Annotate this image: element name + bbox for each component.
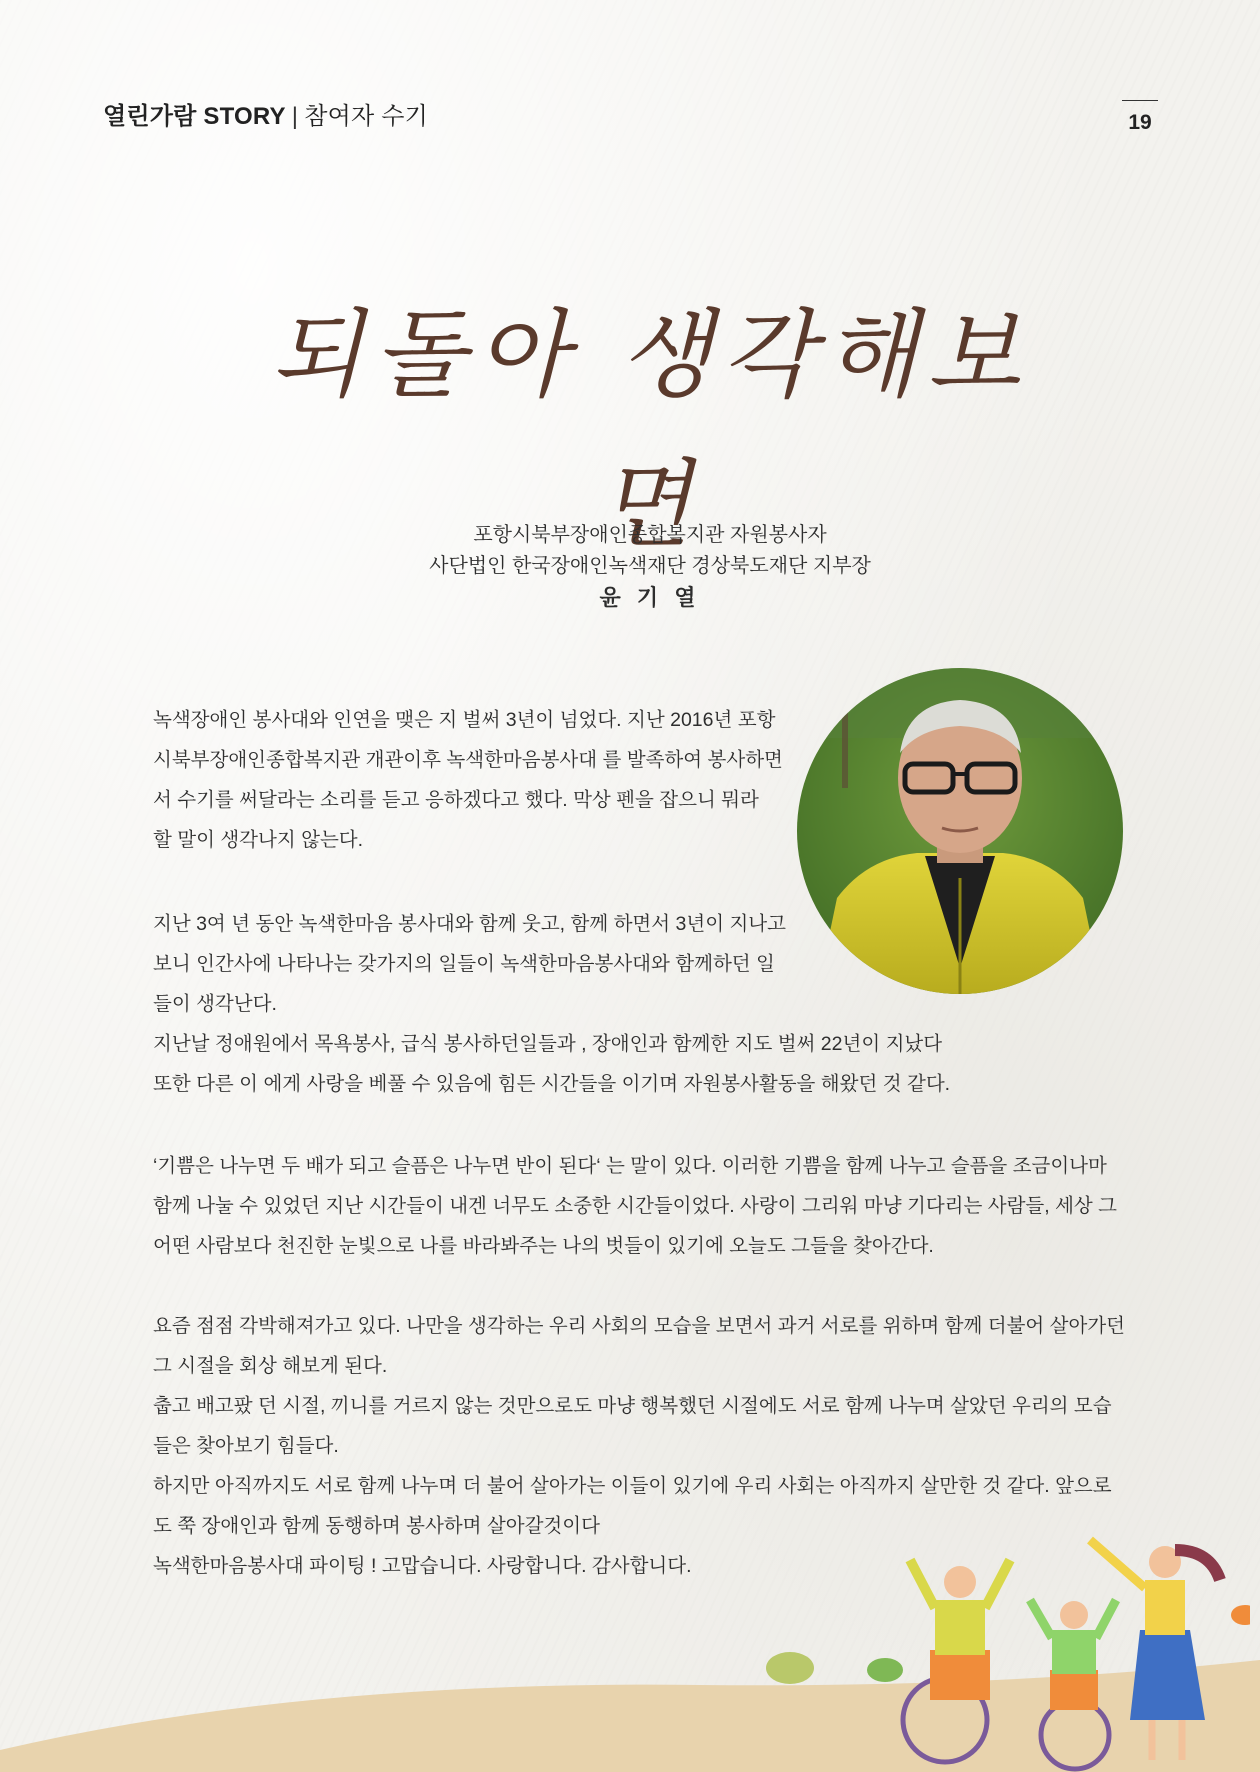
- page-header: [103, 96, 428, 131]
- body-paragraph-4c: 하지만 아직까지도 서로 함께 나누며 더 불어 살아가는 이들이 있기에 우리 사회는 아직까지 살만한 것 같다. 앞으로도 쭉 장애인과 함께 동행하며 봉사하며 살아갈것이다: [153, 1475, 1112, 1537]
- body-paragraph-3: ‘기쁨은 나누면 두 배가 되고 슬픔은 나누면 반이 된다‘ 는 말이 있다. 이러한 기쁨을 함께 나누고 슬픔을 조금이나마 함께 나눌 수 있었던 지난 시간들이 내겐 너무도 소중한 시간들이었다. 사랑이 그리워 마냥 기다리는 사람들, 세상 그 어떤 사람보다 천진한 눈빛으로 나를 바라봐주는 나의 벗들이 있기에 오늘도 그들을 찾아간다.: [153, 1155, 1118, 1257]
- page-number: 19: [1122, 100, 1158, 135]
- body-paragraph-2c: 또한 다른 이 에게 사랑을 베풀 수 있음에 힘든 시간들을 이기며 자원봉사활동을 해왔던 것 같다.: [153, 1073, 951, 1095]
- author-affiliation-1: 포항시북부장애인종합복지관 자원봉사자: [473, 524, 827, 546]
- body-paragraph-2: [153, 904, 963, 1104]
- body-paragraph-2a: 지난 3여 년 동안 녹색한마음 봉사대와 함께 웃고, 함께 하면서 3년이 지나고 보니 인간사에 나타나는 갖가지의 일들이 녹색한마음봉사대와 함께하던 일들이 생각난다.: [153, 913, 786, 1015]
- body-paragraph-2b: 지난날 정애원에서 목욕봉사, 급식 봉사하던일들과 , 장애인과 함께한 지도 벌써 22년이 지났다: [153, 1033, 943, 1055]
- body-paragraph-4a: 요즘 점점 각박해져가고 있다. 나만을 생각하는 우리 사회의 모습을 보면서 과거 서로를 위하며 함께 더불어 살아가던 그 시절을 회상 해보게 된다.: [153, 1315, 1126, 1377]
- body-paragraph-4d: 녹색한마음봉사대 파이팅 ! 고맙습니다. 사랑합니다. 감사합니다.: [153, 1555, 692, 1577]
- section-subtitle: 참여자 수기: [304, 103, 428, 130]
- section-title: 열린가람 STORY: [103, 103, 286, 130]
- body-paragraph-4b: 춥고 배고팠 던 시절, 끼니를 거르지 않는 것만으로도 마냥 행복했던 시절에도 서로 함께 나누며 살았던 우리의 모습들은 찾아보기 힘들다.: [153, 1395, 1112, 1457]
- author-affiliation-2: 사단법인 한국장애인녹색재단 경상북도재단 지부장: [429, 555, 871, 577]
- wheelchair-friends-illustration: [890, 1520, 1250, 1772]
- author-block: [330, 520, 970, 613]
- body-paragraph-1: 녹색장애인 봉사대와 인연을 맺은 지 벌써 3년이 넘었다. 지난 2016년 포항시북부장애인종합복지관 개관이후 녹색한마음봉사대 를 발족하여 봉사하면서 수기를 써달라는 소리를 듣고 응하겠다고 했다. 막상 펜을 잡으니 뭐라 할 말이 생각나지 않는다.: [153, 709, 783, 851]
- header-separator: |: [291, 103, 299, 130]
- article-title: 되돌아 생각해보면: [270, 299, 1030, 561]
- author-name: 윤 기 열: [599, 585, 701, 610]
